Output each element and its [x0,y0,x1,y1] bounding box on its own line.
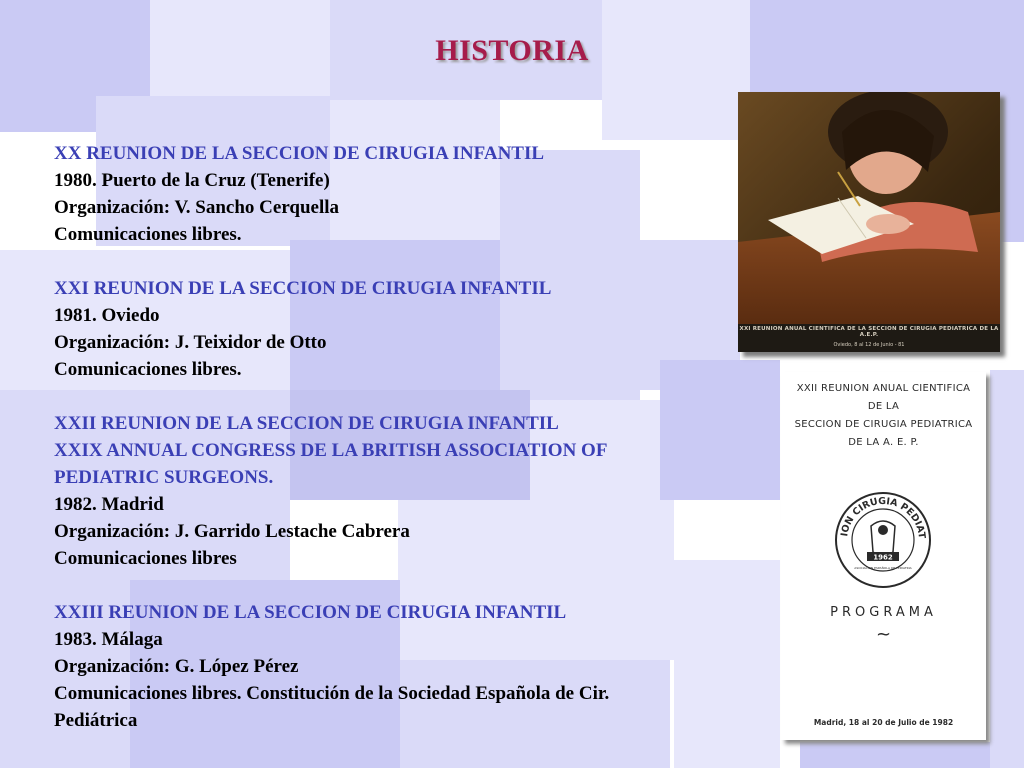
program-booklet [781,372,986,740]
meeting-detail: 1981. Oviedo [54,305,160,326]
seal-icon [833,490,933,590]
meeting-detail: Comunicaciones libres. Constitución de la Sociedad Española de Cir. [54,683,610,704]
meeting-title: XX REUNION DE LA SECCION DE CIRUGIA INFANTIL [54,143,545,164]
painting-illustration [738,92,1000,352]
meeting-entry [54,599,744,734]
meeting-entry [54,410,744,572]
bg-tile [1000,92,1024,242]
painting-image [738,92,1000,352]
program-header-line: DE LA A. E. P. [848,437,919,448]
meeting-detail: Comunicaciones libres. [54,224,242,245]
meeting-detail: Organización: J. Garrido Lestache Cabrera [54,521,410,542]
ornament-icon: ~ [875,624,892,645]
program-title: PROGRAMA [830,605,937,620]
meeting-detail: 1983. Málaga [54,629,163,650]
meeting-detail: Pediátrica [54,710,138,731]
seal-year: 1962 [873,553,893,562]
meeting-entry [54,140,744,248]
painting-caption: XXI REUNION ANUAL CIENTIFICA DE LA SECCION DE CIRUGIA PEDIATRICA DE LA A.E.P. [739,326,999,338]
meeting-detail: Organización: V. Sancho Cerquella [54,197,340,218]
bg-tile [602,0,750,140]
meeting-title: XXI REUNION DE LA SECCION DE CIRUGIA INFANTIL [54,278,552,299]
meeting-detail: 1980. Puerto de la Cruz (Tenerife) [54,170,330,191]
meeting-detail: Organización: G. López Pérez [54,656,299,677]
meeting-entry [54,275,744,383]
meeting-detail: 1982. Madrid [54,494,164,515]
meeting-title: XXIII REUNION DE LA SECCION DE CIRUGIA INFANTIL [54,602,567,623]
meeting-detail: Comunicaciones libres. [54,359,242,380]
history-list [54,140,744,761]
meeting-detail: Organización: J. Teixidor de Otto [54,332,327,353]
painting-subcaption: Oviedo, 8 al 12 de Junio - 81 [833,342,905,348]
meeting-title: XXIX ANNUAL CONGRESS DE LA BRITISH ASSOCIATION OF [54,440,608,461]
meeting-title: XXII REUNION DE LA SECCION DE CIRUGIA INFANTIL [54,413,559,434]
meeting-title: PEDIATRIC SURGEONS. [54,467,274,488]
bg-tile [990,370,1024,570]
seal-emblem [833,490,933,590]
bg-tile [990,570,1024,768]
meeting-detail: Comunicaciones libres [54,548,237,569]
program-header [781,380,986,452]
page-title: HISTORIA [435,34,589,67]
seal-small-text: ASOCIACION ESPAÑOLA DE PEDIATRIA [854,566,912,570]
program-header-line: SECCION DE CIRUGIA PEDIATRICA [794,419,973,430]
program-date: Madrid, 18 al 20 de Julio de 1982 [813,718,954,727]
program-header-line: DE LA [867,401,900,412]
seal-ring-text: ION CIRUGIA PEDIAT [839,495,928,540]
program-header-line: XXII REUNION ANUAL CIENTIFICA [796,383,971,394]
